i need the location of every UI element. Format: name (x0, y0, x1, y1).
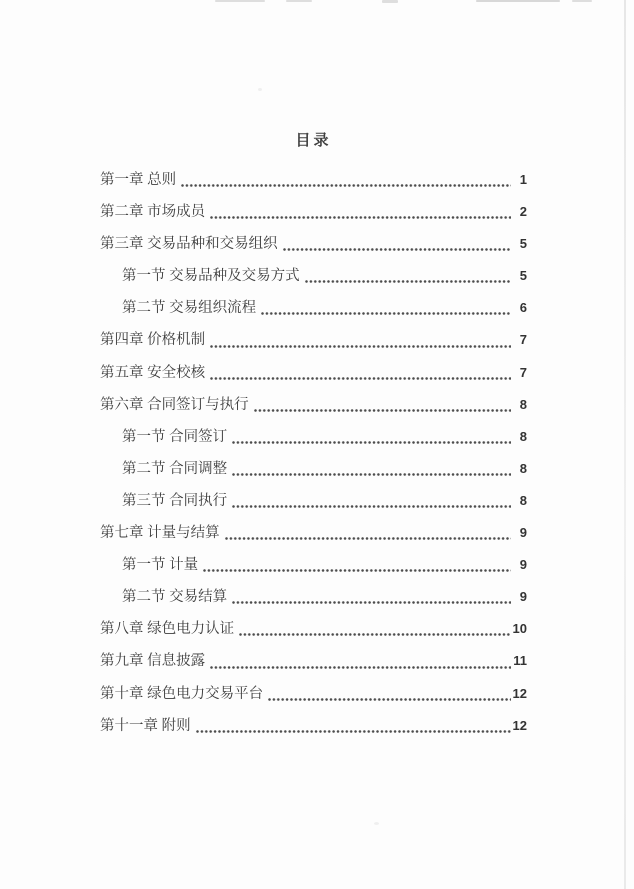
toc-entry-label: 第一节 计量 (122, 557, 199, 574)
toc-entry-page: 2 (519, 204, 527, 220)
toc-title: 目录 (295, 133, 332, 149)
toc-entry (100, 678, 527, 710)
toc-entry-page: 11 (513, 653, 527, 669)
dot-leader (210, 357, 511, 389)
toc-entry-label: 第一节 合同签订 (122, 428, 228, 445)
toc-entry-page: 12 (512, 685, 527, 701)
dot-leader (196, 710, 511, 742)
toc-entry-page: 12 (512, 717, 527, 733)
scan-artifact (215, 0, 265, 2)
toc-entry-page: 9 (519, 525, 527, 541)
dot-leader (225, 517, 511, 549)
dot-leader (232, 453, 511, 485)
toc-list (100, 164, 527, 742)
toc-entry (100, 517, 527, 549)
toc-entry-label: 第五章 安全校核 (100, 364, 206, 381)
dot-leader (181, 164, 511, 196)
toc-entry (100, 645, 527, 677)
dot-leader (232, 421, 511, 453)
toc-entry-page: 9 (519, 557, 527, 573)
dot-leader (210, 324, 511, 356)
toc-entry (100, 453, 527, 485)
toc-entry (100, 485, 527, 517)
toc-entry-page: 9 (519, 589, 527, 605)
toc-entry-page: 8 (519, 396, 527, 412)
toc-entry-label: 第六章 合同签订与执行 (100, 396, 249, 413)
toc-entry (100, 613, 527, 645)
toc-entry-label: 第二节 交易组织流程 (122, 300, 257, 317)
toc-entry (100, 228, 527, 260)
toc-entry-page: 5 (519, 268, 527, 284)
toc-entry-label: 第七章 计量与结算 (100, 525, 220, 542)
toc-entry (100, 357, 527, 389)
dot-leader (232, 485, 511, 517)
toc-entry-page: 8 (519, 460, 527, 476)
dot-leader (261, 292, 511, 324)
toc-entry (100, 164, 527, 196)
toc-entry-page: 10 (512, 621, 527, 637)
toc-entry (100, 389, 527, 421)
toc-entry-page: 7 (519, 332, 527, 348)
scan-artifact (258, 88, 262, 91)
toc-entry-page: 6 (519, 300, 527, 316)
scan-artifact (382, 0, 398, 3)
toc-entry (100, 549, 527, 581)
toc-entry-label: 第十章 绿色电力交易平台 (100, 685, 264, 702)
dot-leader (305, 260, 511, 292)
toc-entry-label: 第二章 市场成员 (100, 204, 206, 221)
dot-leader (268, 678, 510, 710)
toc-entry (100, 324, 527, 356)
scan-artifact (476, 0, 560, 2)
toc-entry-label: 第八章 绿色电力认证 (100, 621, 235, 638)
toc-entry (100, 196, 527, 228)
toc-entry (100, 260, 527, 292)
dot-leader (254, 389, 511, 421)
toc-entry-page: 5 (519, 236, 527, 252)
toc-entry-label: 第十一章 附则 (100, 717, 191, 734)
dot-leader (210, 645, 511, 677)
dot-leader (232, 581, 511, 613)
scan-artifact (374, 822, 379, 825)
toc-entry (100, 710, 527, 742)
dot-leader (210, 196, 511, 228)
scan-artifact (572, 0, 592, 2)
toc-entry-page: 8 (519, 428, 527, 444)
toc-entry (100, 421, 527, 453)
scan-edge-line (624, 0, 626, 889)
toc-entry-label: 第二节 交易结算 (122, 589, 228, 606)
toc-entry-label: 第三节 合同执行 (122, 492, 228, 509)
toc-entry-label: 第一节 交易品种及交易方式 (122, 268, 300, 285)
toc-entry-label: 第四章 价格机制 (100, 332, 206, 349)
dot-leader (239, 613, 510, 645)
toc-entry-page: 8 (519, 492, 527, 508)
toc-entry-label: 第一章 总则 (100, 172, 177, 188)
toc-entry (100, 581, 527, 613)
toc-entry-label: 第二节 合同调整 (122, 460, 228, 477)
dot-leader (203, 549, 511, 581)
dot-leader (283, 228, 511, 260)
toc-entry-label: 第九章 信息披露 (100, 653, 206, 670)
toc-entry (100, 292, 527, 324)
toc-entry-page: 1 (519, 172, 527, 187)
scan-artifact (286, 0, 312, 2)
table-of-contents (100, 133, 527, 742)
toc-entry-label: 第三章 交易品种和交易组织 (100, 236, 278, 253)
toc-entry-page: 7 (519, 364, 527, 380)
